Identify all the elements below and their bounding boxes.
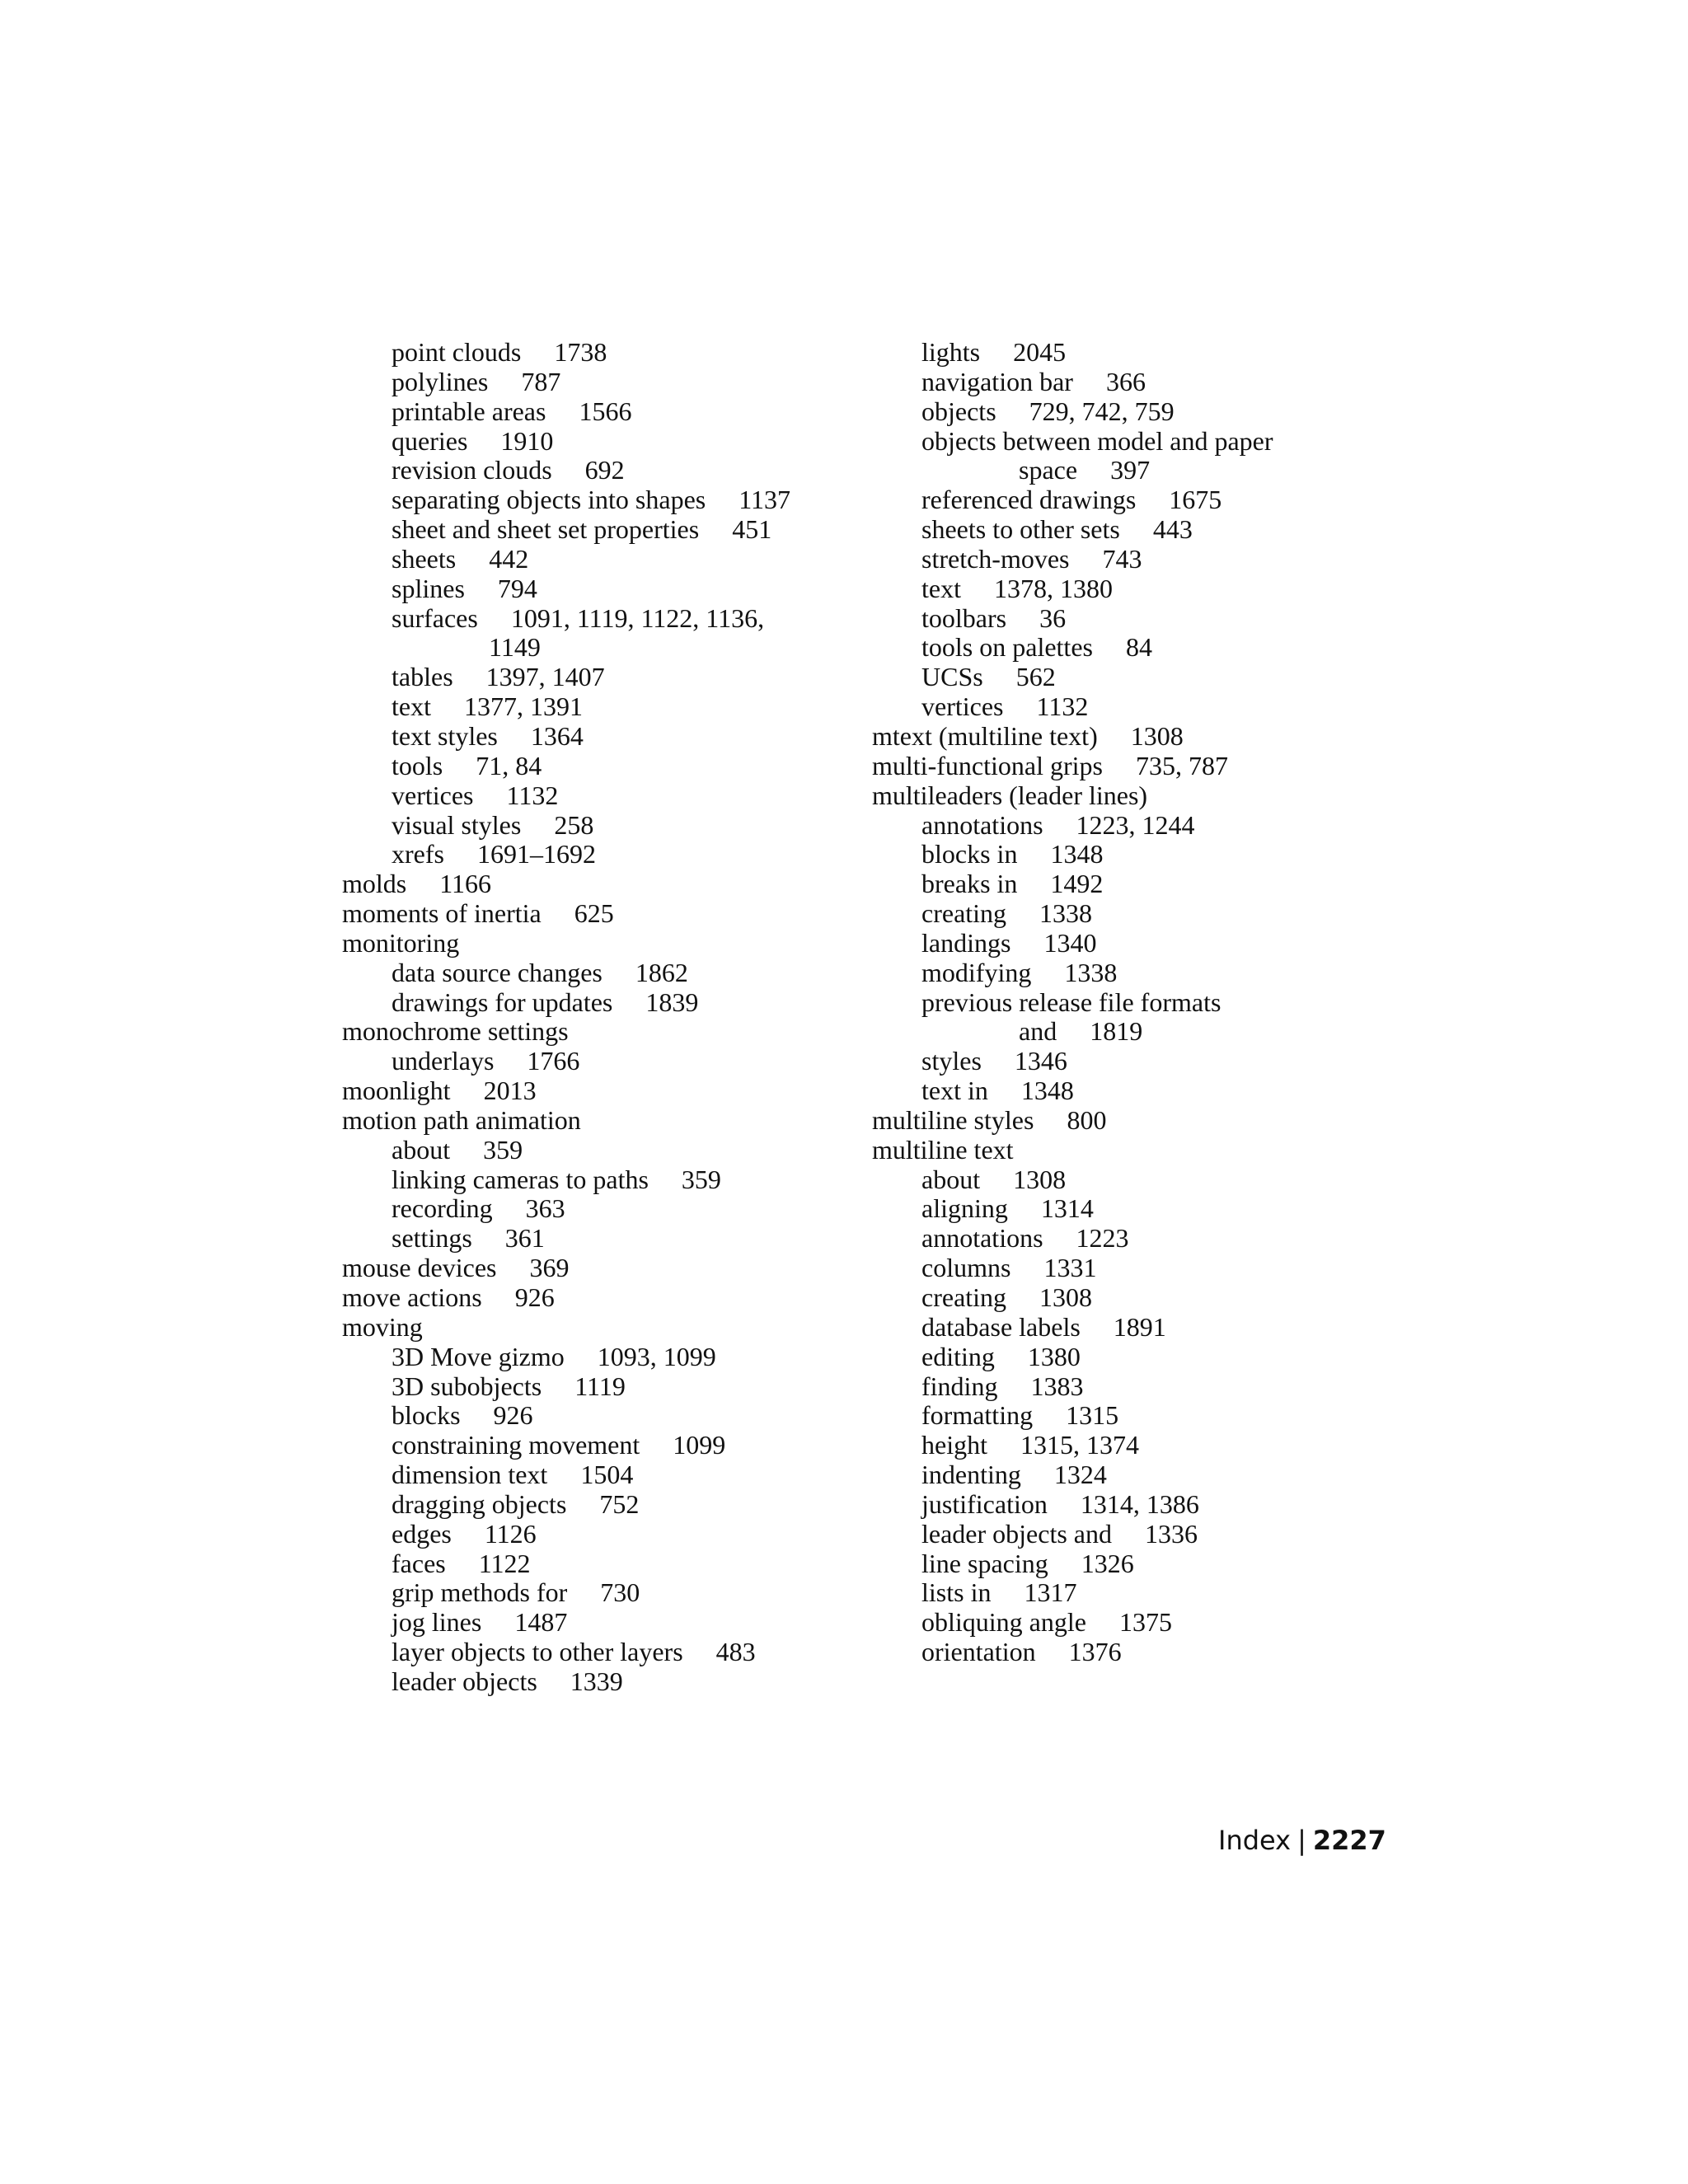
index-term: drawings for updates	[392, 987, 613, 1017]
index-subentry	[342, 781, 870, 811]
index-term: blocks	[392, 1400, 461, 1431]
index-subentry	[872, 663, 1367, 692]
index-subentry	[342, 515, 870, 545]
index-subentry	[872, 840, 1367, 869]
index-page-refs: 363	[525, 1193, 565, 1224]
index-term: 1149	[489, 632, 541, 663]
index-term: point clouds	[392, 337, 522, 367]
index-subentry	[872, 397, 1367, 427]
index-page-refs: 1487	[514, 1607, 568, 1638]
index-term: database labels	[921, 1311, 1081, 1342]
index-term: indenting	[921, 1460, 1021, 1490]
index-subentry	[342, 338, 870, 368]
index-subentry	[872, 1431, 1367, 1460]
index-term: about	[921, 1164, 981, 1194]
index-entry	[342, 899, 870, 929]
index-entry	[342, 1106, 870, 1136]
index-term: objects	[921, 396, 996, 426]
index-subentry	[872, 545, 1367, 574]
index-entry	[342, 869, 870, 899]
index-page-refs: 1314, 1386	[1080, 1488, 1199, 1519]
index-page-refs: 361	[504, 1223, 545, 1254]
index-term: grip methods for	[392, 1577, 568, 1608]
index-subentry	[342, 988, 870, 1018]
index-page-refs: 752	[599, 1488, 640, 1519]
index-term: queries	[392, 425, 468, 456]
index-subentry	[872, 1224, 1367, 1254]
index-page-refs: 1364	[530, 720, 584, 751]
index-subentry	[342, 1520, 870, 1549]
index-page-refs: 36	[1039, 602, 1067, 633]
index-term: motion path animation	[342, 1104, 581, 1135]
footer-section-label: Index	[1218, 1825, 1292, 1856]
index-subentry	[872, 1343, 1367, 1372]
index-subentry	[872, 1372, 1367, 1402]
index-term: breaks in	[921, 869, 1018, 899]
index-term: lists in	[921, 1577, 992, 1608]
index-subentry	[872, 427, 1367, 457]
index-page-refs: 1132	[506, 780, 559, 810]
index-page-refs: 1675	[1169, 485, 1222, 515]
index-term: tools on palettes	[921, 632, 1093, 663]
index-term: printable areas	[392, 396, 546, 426]
index-subentry	[872, 929, 1367, 958]
index-term: constraining movement	[392, 1430, 640, 1460]
index-page-refs: 1314	[1040, 1193, 1094, 1224]
index-page-refs: 1166	[439, 869, 492, 899]
index-term: polylines	[392, 366, 489, 396]
index-term: leader objects	[392, 1666, 537, 1696]
index-term: blocks in	[921, 839, 1018, 869]
index-page-refs: 1766	[527, 1046, 580, 1076]
index-subentry	[342, 368, 870, 397]
index-page-refs: 443	[1152, 514, 1193, 545]
index-page-refs: 1383	[1030, 1371, 1084, 1401]
index-subentry	[872, 1401, 1367, 1431]
index-term: formatting	[921, 1400, 1034, 1431]
index-term: editing	[921, 1341, 995, 1371]
index-page-refs: 451	[732, 514, 772, 545]
index-term: linking cameras to paths	[392, 1164, 649, 1194]
index-page-refs: 1378, 1380	[993, 573, 1113, 603]
index-subentry	[872, 1165, 1367, 1195]
index-subentry	[872, 1638, 1367, 1667]
index-term: monitoring	[342, 927, 460, 958]
index-subentry	[342, 811, 870, 841]
footer-separator: |	[1297, 1825, 1306, 1856]
index-term: layer objects to other layers	[392, 1637, 683, 1667]
index-term: landings	[921, 927, 1011, 958]
index-page-refs: 1315, 1374	[1020, 1430, 1139, 1460]
index-entry	[872, 781, 1367, 811]
index-subentry	[872, 1254, 1367, 1283]
index-term: previous release file formats	[921, 987, 1221, 1017]
index-term: 3D subobjects	[392, 1371, 542, 1401]
index-term: annotations	[921, 809, 1043, 840]
index-term: mtext (multiline text)	[872, 720, 1098, 751]
index-entry	[342, 1313, 870, 1343]
index-page-refs: 1324	[1053, 1460, 1107, 1490]
index-column-right	[872, 338, 1367, 1667]
index-page-refs: 1346	[1014, 1046, 1067, 1076]
index-subentry	[872, 1194, 1367, 1224]
index-page-refs: 1223	[1076, 1223, 1129, 1254]
index-subentry	[342, 1401, 870, 1431]
index-term: aligning	[921, 1193, 1008, 1224]
index-term: columns	[921, 1253, 1011, 1283]
index-continuation	[872, 456, 1367, 485]
index-page-refs: 562	[1015, 662, 1056, 692]
index-subentry	[342, 1431, 870, 1460]
index-subentry	[872, 574, 1367, 604]
index-page-refs: 692	[584, 455, 625, 485]
index-term: leader objects and	[921, 1518, 1112, 1549]
index-subentry	[342, 1549, 870, 1579]
index-entry	[872, 1136, 1367, 1165]
index-term: vertices	[392, 780, 474, 810]
index-subentry	[342, 663, 870, 692]
index-subentry	[342, 1343, 870, 1372]
index-page-refs: 1223, 1244	[1076, 809, 1195, 840]
index-subentry	[342, 1490, 870, 1520]
index-term: text	[392, 691, 431, 722]
index-term: text	[921, 573, 961, 603]
index-subentry	[872, 1520, 1367, 1549]
index-term: 3D Move gizmo	[392, 1341, 565, 1371]
index-term: settings	[392, 1223, 472, 1254]
index-term: dimension text	[392, 1460, 548, 1490]
index-term: referenced drawings	[921, 485, 1137, 515]
index-page-refs: 743	[1102, 543, 1142, 574]
index-subentry	[342, 1460, 870, 1490]
index-page-refs: 1339	[570, 1666, 623, 1696]
index-page-refs: 1376	[1068, 1637, 1122, 1667]
index-term: about	[392, 1134, 451, 1165]
index-term: height	[921, 1430, 987, 1460]
index-term: jog lines	[392, 1607, 482, 1638]
index-term: styles	[921, 1046, 982, 1076]
index-continuation	[342, 633, 870, 663]
index-term: moments of inertia	[342, 898, 542, 929]
index-page-refs: 359	[681, 1164, 721, 1194]
index-term: edges	[392, 1518, 452, 1549]
index-page-refs: 84	[1125, 632, 1152, 663]
index-page-refs: 1308	[1130, 720, 1184, 751]
index-subentry	[872, 1313, 1367, 1343]
index-page-refs: 1377, 1391	[463, 691, 583, 722]
index-term: dragging objects	[392, 1488, 567, 1519]
index-subentry	[872, 1076, 1367, 1106]
index-term: finding	[921, 1371, 998, 1401]
index-page-refs: 1340	[1043, 927, 1097, 958]
index-page-refs: 1380	[1027, 1341, 1081, 1371]
index-page-refs: 483	[715, 1637, 756, 1667]
index-page-refs: 1126	[484, 1518, 537, 1549]
index-subentry	[872, 1549, 1367, 1579]
index-subentry	[872, 869, 1367, 899]
index-page-refs: 735, 787	[1135, 750, 1228, 780]
index-term: UCSs	[921, 662, 983, 692]
index-subentry	[342, 1136, 870, 1165]
index-subentry	[342, 1047, 870, 1076]
index-subentry	[342, 574, 870, 604]
index-subentry	[342, 1638, 870, 1667]
index-page-refs: 926	[493, 1400, 533, 1431]
index-subentry	[872, 1283, 1367, 1313]
page-footer	[1218, 1824, 1386, 1857]
index-page-refs: 800	[1067, 1104, 1107, 1135]
index-entry	[342, 1017, 870, 1047]
index-term: surfaces	[392, 602, 478, 633]
index-continuation	[872, 1017, 1367, 1047]
index-subentry	[872, 1608, 1367, 1638]
index-subentry	[342, 958, 870, 988]
index-term: moonlight	[342, 1076, 451, 1106]
index-entry	[342, 1283, 870, 1313]
index-term: underlays	[392, 1046, 495, 1076]
index-entry	[872, 1106, 1367, 1136]
index-subentry	[342, 427, 870, 457]
index-subentry	[342, 456, 870, 485]
index-subentry	[872, 1578, 1367, 1608]
index-term: objects between model and paper	[921, 425, 1273, 456]
index-term: lights	[921, 337, 981, 367]
index-term: moving	[342, 1311, 423, 1342]
index-subentry	[342, 1194, 870, 1224]
index-entry	[342, 1076, 870, 1106]
index-page-refs: 1331	[1043, 1253, 1097, 1283]
index-term: vertices	[921, 691, 1004, 722]
index-page-refs: 1492	[1050, 869, 1104, 899]
index-term: move actions	[342, 1282, 482, 1312]
index-term: molds	[342, 869, 407, 899]
index-page-refs: 1338	[1039, 898, 1093, 929]
index-subentry	[872, 604, 1367, 634]
index-term: monochrome settings	[342, 1016, 569, 1047]
index-page-refs: 359	[483, 1134, 523, 1165]
index-page-refs: 625	[574, 898, 614, 929]
page-number: 2227	[1312, 1825, 1386, 1856]
index-term: stretch-moves	[921, 543, 1070, 574]
index-term: sheets to other sets	[921, 514, 1120, 545]
index-subentry	[872, 1460, 1367, 1490]
index-subentry	[342, 545, 870, 574]
index-page-refs: 787	[521, 366, 561, 396]
index-page-refs: 1119	[574, 1371, 626, 1401]
index-term: tables	[392, 662, 453, 692]
index-term: text in	[921, 1076, 988, 1106]
index-page-refs: 1315	[1066, 1400, 1119, 1431]
index-term: orientation	[921, 1637, 1036, 1667]
index-term: obliquing angle	[921, 1607, 1086, 1638]
index-subentry	[342, 1608, 870, 1638]
index-subentry	[872, 988, 1367, 1018]
index-page-refs: 1397, 1407	[485, 662, 605, 692]
index-term: creating	[921, 898, 1007, 929]
index-page-refs: 1336	[1145, 1518, 1198, 1549]
index-term: sheet and sheet set properties	[392, 514, 700, 545]
index-entry	[872, 752, 1367, 781]
index-term: data source changes	[392, 957, 603, 987]
index-page-refs: 1839	[645, 987, 699, 1017]
index-subentry	[342, 840, 870, 869]
index-page-refs: 1338	[1064, 957, 1118, 987]
index-page-refs: 1691–1692	[476, 839, 596, 869]
index-subentry	[872, 692, 1367, 722]
index-page-refs: 258	[554, 809, 594, 840]
index-entry	[872, 722, 1367, 752]
index-subentry	[872, 811, 1367, 841]
index-term: navigation bar	[921, 366, 1073, 396]
index-term: space	[1019, 455, 1078, 485]
index-term: multiline text	[872, 1134, 1014, 1165]
index-term: multi-functional grips	[872, 750, 1103, 780]
index-term: toolbars	[921, 602, 1007, 633]
index-subentry	[342, 1165, 870, 1195]
index-page-refs: 1862	[635, 957, 688, 987]
index-page-refs: 1348	[1020, 1076, 1074, 1106]
index-page-refs: 1308	[1013, 1164, 1067, 1194]
index-page-refs: 2045	[1013, 337, 1067, 367]
index-page-refs: 1375	[1118, 1607, 1172, 1638]
index-term: multiline styles	[872, 1104, 1034, 1135]
index-subentry	[872, 899, 1367, 929]
index-page-refs: 442	[489, 543, 529, 574]
index-term: multileaders (leader lines)	[872, 780, 1148, 810]
index-subentry	[342, 1578, 870, 1608]
index-column-left	[342, 338, 870, 1697]
index-term: recording	[392, 1193, 493, 1224]
index-page-refs: 730	[600, 1577, 640, 1608]
index-subentry	[342, 692, 870, 722]
index-term: xrefs	[392, 839, 444, 869]
index-term: modifying	[921, 957, 1032, 987]
index-subentry	[872, 368, 1367, 397]
index-subentry	[872, 485, 1367, 515]
index-page-refs: 1317	[1024, 1577, 1077, 1608]
index-subentry	[342, 1372, 870, 1402]
index-term: line spacing	[921, 1548, 1048, 1578]
index-subentry	[872, 958, 1367, 988]
index-subentry	[872, 633, 1367, 663]
index-page-refs: 926	[514, 1282, 555, 1312]
index-term: and	[1019, 1016, 1057, 1047]
index-term: separating objects into shapes	[392, 485, 706, 515]
index-page-refs: 1348	[1050, 839, 1104, 869]
index-page-refs: 366	[1105, 366, 1146, 396]
index-entry	[342, 1254, 870, 1283]
index-subentry	[342, 1224, 870, 1254]
index-page-refs: 1308	[1039, 1282, 1093, 1312]
index-term: faces	[392, 1548, 446, 1578]
index-term: tools	[392, 750, 443, 780]
index-page-refs: 1091, 1119, 1122, 1136,	[510, 602, 765, 633]
index-term: visual styles	[392, 809, 522, 840]
index-term: sheets	[392, 543, 457, 574]
index-subentry	[342, 1667, 870, 1697]
index-subentry	[872, 1047, 1367, 1076]
index-page-refs: 1504	[580, 1460, 634, 1490]
index-subentry	[342, 722, 870, 752]
index-subentry	[342, 485, 870, 515]
index-subentry	[342, 397, 870, 427]
index-page-refs: 1326	[1081, 1548, 1134, 1578]
index-page-refs: 1132	[1036, 691, 1089, 722]
index-page-refs: 794	[497, 573, 537, 603]
index-term: text styles	[392, 720, 498, 751]
index-term: revision clouds	[392, 455, 552, 485]
index-page-refs: 1099	[673, 1430, 726, 1460]
index-subentry	[872, 1490, 1367, 1520]
index-page-refs: 369	[529, 1253, 570, 1283]
index-page-refs: 1122	[478, 1548, 531, 1578]
index-subentry	[342, 604, 870, 634]
index-page-refs: 729, 742, 759	[1029, 396, 1175, 426]
index-page-refs: 1093, 1099	[597, 1341, 716, 1371]
index-term: justification	[921, 1488, 1048, 1519]
index-page-refs: 1891	[1113, 1311, 1166, 1342]
index-page-refs: 397	[1110, 455, 1151, 485]
index-entry	[342, 929, 870, 958]
index-subentry	[872, 515, 1367, 545]
index-page-refs: 71, 84	[476, 750, 542, 780]
index-page-refs: 1137	[738, 485, 791, 515]
index-term: creating	[921, 1282, 1007, 1312]
index-page-refs: 2013	[483, 1076, 537, 1106]
index-term: splines	[392, 573, 465, 603]
index-subentry	[872, 338, 1367, 368]
index-page-refs: 1738	[554, 337, 607, 367]
index-page-refs: 1819	[1090, 1016, 1143, 1047]
index-term: mouse devices	[342, 1253, 497, 1283]
index-subentry	[342, 752, 870, 781]
index-page-refs: 1566	[579, 396, 632, 426]
index-page-refs: 1910	[500, 425, 554, 456]
index-term: annotations	[921, 1223, 1043, 1254]
